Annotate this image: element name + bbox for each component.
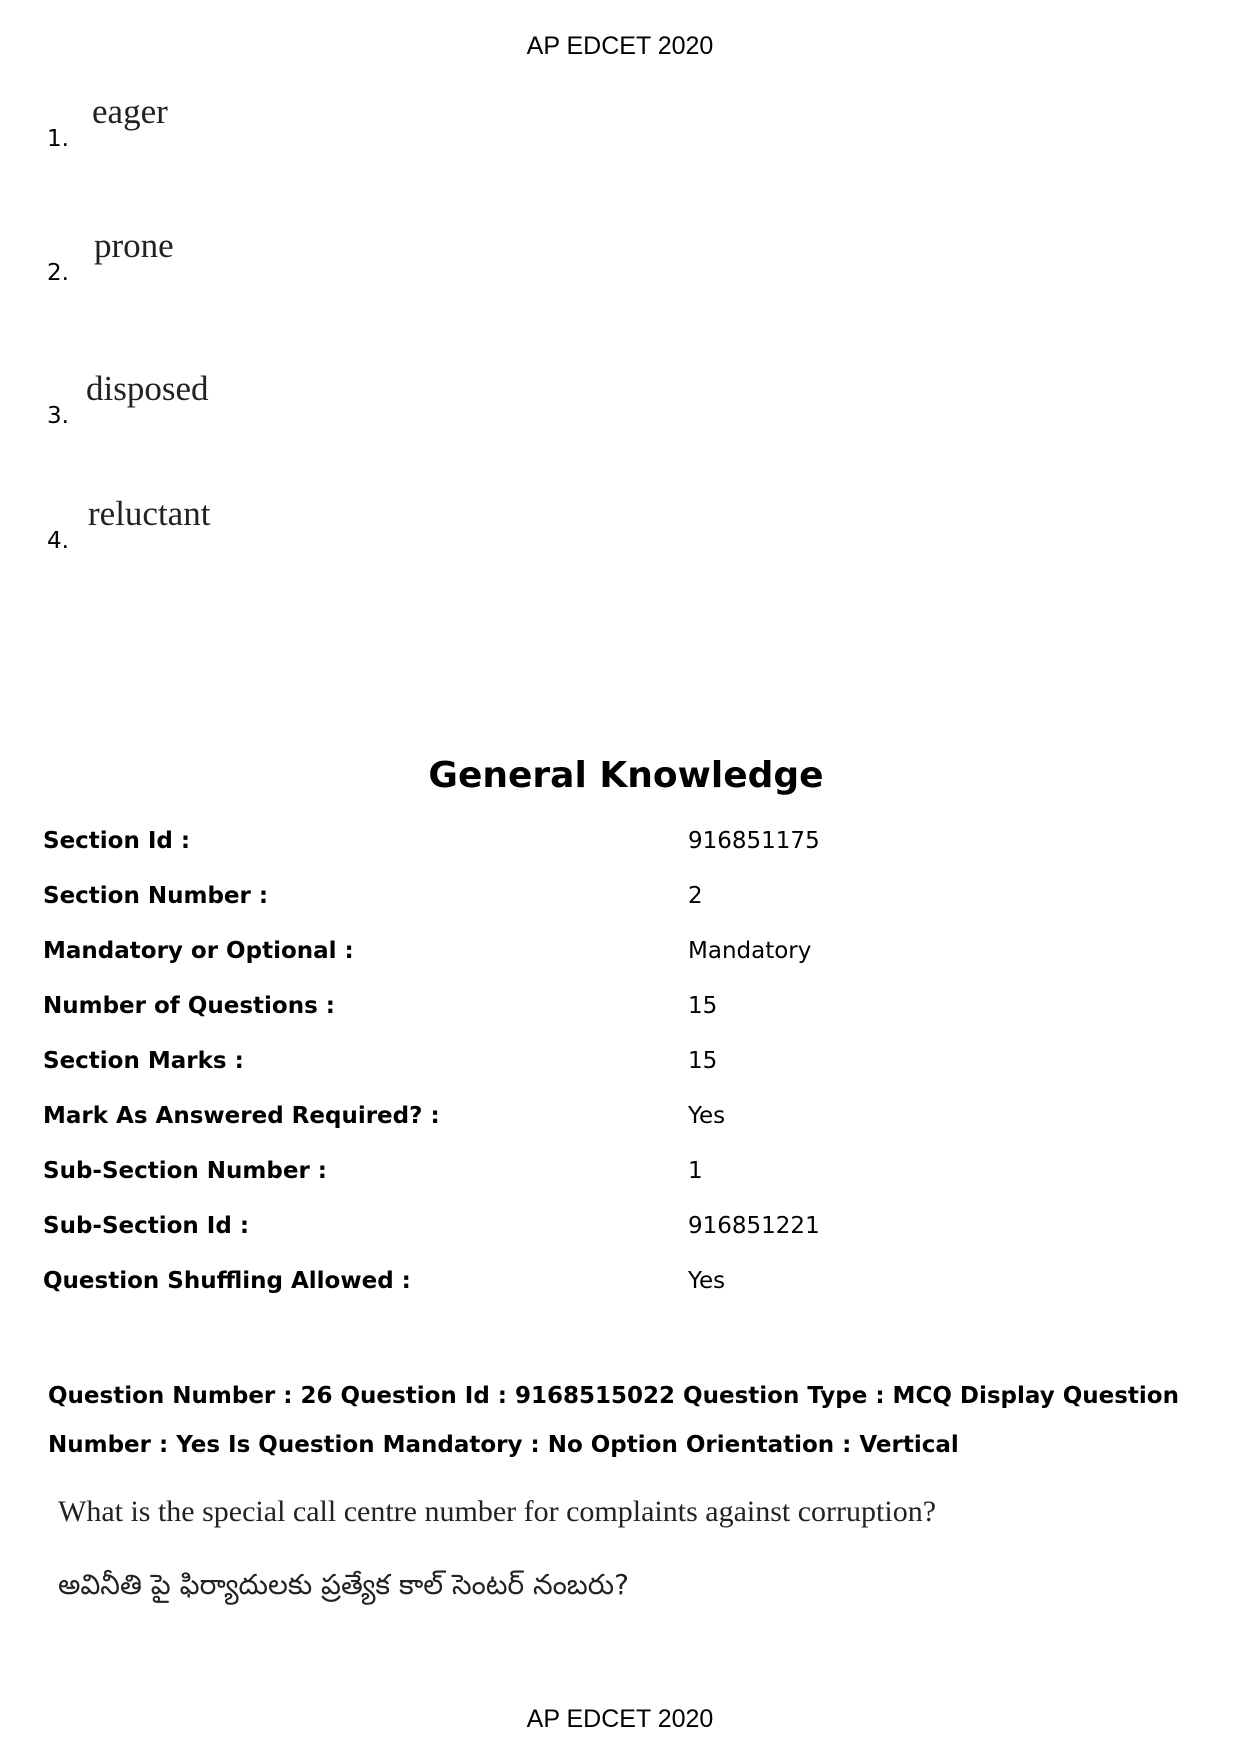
option-4-text: reluctant [88,494,211,533]
info-value: 916851221 [688,1213,820,1239]
question-meta-line-2: Number : Yes Is Question Mandatory : No Option Orientation : Vertical [48,1432,959,1458]
running-footer: AP EDCET 2020 [526,1705,714,1733]
info-label: Sub-Section Number : [43,1158,328,1184]
info-row-sub-section-number [43,1158,1193,1192]
info-value: 15 [688,1048,718,1074]
option-4-number: 4. [47,528,69,554]
info-row-section-marks [43,1048,1193,1082]
info-value: 15 [688,993,718,1019]
option-1-number: 1. [47,126,69,152]
info-row-question-shuffling [43,1268,1193,1302]
info-label: Mandatory or Optional : [43,938,354,964]
info-row-section-number [43,883,1193,917]
option-1 [47,92,447,152]
info-label: Section Marks : [43,1048,244,1074]
question-text-english: What is the special call centre number for complaints against corruption? [58,1495,937,1528]
info-value: Yes [688,1103,726,1129]
option-2-text: prone [94,226,174,265]
info-label: Mark As Answered Required? : [43,1103,440,1129]
section-title: General Knowledge [428,755,824,796]
info-value: Mandatory [688,938,812,964]
info-value: Yes [688,1268,726,1294]
option-2-number: 2. [47,260,69,286]
info-row-number-of-questions [43,993,1193,1027]
info-value: 916851175 [688,828,820,854]
info-label: Section Id : [43,828,191,854]
option-1-text: eager [92,92,168,131]
info-row-mark-as-answered [43,1103,1193,1137]
option-3-number: 3. [47,403,69,429]
question-text-telugu: అవినీతి పై ఫిర్యాదులకు ప్రత్యేక కాల్ సెంటర్ నంబరు? [58,1568,629,1601]
option-4 [47,494,447,554]
info-label: Question Shuffling Allowed : [43,1268,411,1294]
info-label: Number of Questions : [43,993,335,1019]
option-2 [47,226,447,286]
question-meta [48,1372,1208,1470]
info-label: Section Number : [43,883,269,909]
question-meta-line-1: Question Number : 26 Question Id : 9168515022 Question Type : MCQ Display Question [48,1383,1179,1409]
info-value: 1 [688,1158,703,1184]
info-row-mandatory-optional [43,938,1193,972]
info-row-sub-section-id [43,1213,1193,1247]
option-3-text: disposed [86,369,209,408]
running-header: AP EDCET 2020 [526,32,714,60]
info-row-section-id [43,828,1193,862]
info-label: Sub-Section Id : [43,1213,250,1239]
info-value: 2 [688,883,703,909]
option-3 [47,369,447,429]
